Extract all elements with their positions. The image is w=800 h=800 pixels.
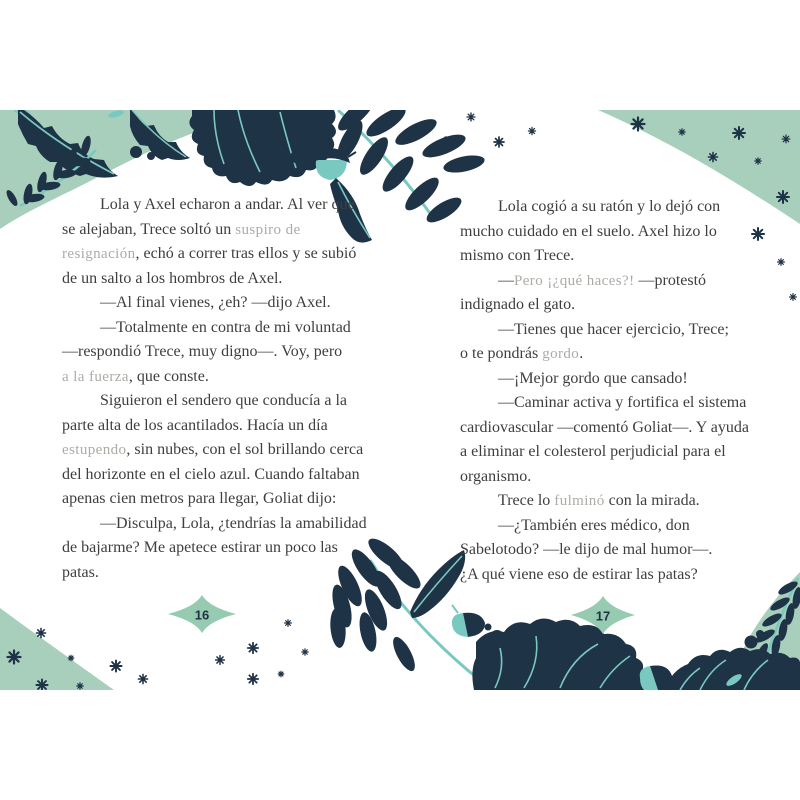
text-segment: —Disculpa, Lola, ¿tendrías la amabilidad <box>100 514 367 532</box>
page-text-left <box>62 193 407 585</box>
accent-word: suspiro de <box>235 221 301 238</box>
text-segment: del horizonte en el cielo azul. Cuando faltaban <box>62 465 360 483</box>
text-line <box>62 536 407 561</box>
star-icon <box>36 628 45 637</box>
text-segment: , sin nubes, con el sol brillando cerca <box>126 441 364 458</box>
text-segment: —Totalmente en contra de mi voluntad <box>100 318 351 336</box>
berry-icon <box>303 164 309 170</box>
text-segment: de bajarme? Me apetece estirar un poco las <box>62 539 338 556</box>
star-icon <box>528 127 535 134</box>
text-segment: de un salto a los hombros de Axel. <box>62 269 283 287</box>
oak-leaf-mass-icon <box>189 110 336 186</box>
text-line <box>62 512 407 537</box>
star-icon <box>216 656 225 665</box>
star-icon <box>248 643 258 653</box>
text-line <box>62 291 407 316</box>
star-icon <box>8 651 21 664</box>
text-line <box>62 365 407 390</box>
text-segment: —respondió Trece, muy digno—. Voy, pero <box>62 343 343 360</box>
star-icon <box>248 674 258 684</box>
text-line <box>62 487 407 512</box>
text-line <box>62 561 407 586</box>
star-icon <box>68 655 74 661</box>
text-line <box>460 244 710 269</box>
text-line <box>62 218 407 243</box>
text-line <box>460 318 729 343</box>
page-number-right: 17 <box>595 608 611 624</box>
text-line <box>62 242 407 267</box>
berry-icon <box>130 146 142 158</box>
berry-icon <box>485 624 492 631</box>
text-line <box>460 342 710 367</box>
text-line <box>460 416 749 441</box>
text-line <box>62 463 407 488</box>
text-segment: apenas cien metros para llegar, Goliat dijo: <box>62 490 337 507</box>
text-line <box>460 489 710 514</box>
text-line <box>62 438 407 463</box>
page-number-left: 16 <box>194 607 210 623</box>
star-icon <box>77 683 83 689</box>
accent-word: fulminó <box>554 493 605 509</box>
page-text-right <box>460 195 749 587</box>
berry-icon <box>147 152 155 160</box>
text-segment: . <box>579 345 584 362</box>
green-corner-bottom-left <box>0 608 114 690</box>
star-icon <box>782 135 790 143</box>
text-segment: , que conste. <box>128 367 209 385</box>
text-line <box>460 391 747 416</box>
star-icon <box>444 137 449 142</box>
accent-word: estupendo <box>62 442 127 458</box>
text-line <box>460 269 710 294</box>
star-icon <box>778 259 785 266</box>
text-segment: —protestó <box>634 271 707 289</box>
text-segment: se alejaban, Trece soltó un <box>62 220 236 238</box>
text-line <box>62 389 407 414</box>
text-segment: Sabelotodo? —le dijo de mal humor—. <box>460 541 713 558</box>
text-segment: —¡Mejor gordo que cansado! <box>498 369 688 387</box>
text-segment: parte alta de los acantilados. Hacía un día <box>62 416 328 434</box>
star-icon <box>755 158 761 164</box>
text-segment: mismo con Trece. <box>460 247 575 264</box>
star-icon <box>632 118 645 131</box>
book-spread <box>0 110 800 690</box>
star-icon <box>777 191 789 203</box>
text-line <box>460 538 713 563</box>
berry-icon <box>290 151 302 163</box>
text-segment: cardiovascular —comentó Goliat—. Y ayuda <box>460 418 749 436</box>
text-segment: mucho cuidado en el suelo. Axel hizo lo <box>460 222 717 240</box>
star-icon <box>790 294 797 301</box>
text-segment: indignado el gato. <box>460 296 576 313</box>
text-line <box>62 414 407 439</box>
accent-word: a la fuerza <box>62 368 129 385</box>
text-segment: a eliminar el colesterol perjudicial para el <box>460 443 726 460</box>
text-line <box>62 340 407 365</box>
text-line <box>460 514 710 539</box>
text-line <box>460 220 717 245</box>
star-icon <box>36 679 47 690</box>
star-icon <box>138 674 147 683</box>
text-segment: —¿También eres médico, don <box>498 516 690 534</box>
text-segment: — <box>498 271 514 289</box>
text-segment: o te pondrás <box>460 345 543 362</box>
accent-word: gordo <box>542 346 580 362</box>
accent-word: resignación <box>62 246 136 262</box>
text-segment: —Tienes que hacer ejercicio, Trece; <box>498 320 729 338</box>
star-icon <box>302 649 308 655</box>
star-icon <box>278 671 284 677</box>
text-segment: ¿A qué viene eso de estirar las patas? <box>460 565 698 583</box>
text-line <box>460 293 710 318</box>
text-segment: —Caminar activa y fortifica el sistema <box>498 394 747 411</box>
text-segment: con la mirada. <box>604 492 700 509</box>
text-segment: —Al final vienes, ¿eh? —dijo Axel. <box>100 294 331 311</box>
text-segment: Siguieron el sendero que conducía a la <box>100 392 348 409</box>
text-segment: , echó a correr tras ellos y se subió <box>135 245 357 262</box>
text-line <box>460 563 710 588</box>
text-segment: organismo. <box>460 467 532 485</box>
text-line <box>460 465 710 490</box>
text-segment: Lola cogió a su ratón y lo dejó con <box>498 198 721 215</box>
text-segment: patas. <box>62 563 99 581</box>
accent-word: Pero ¡¿qué haces?! <box>514 272 635 289</box>
star-icon <box>752 228 764 240</box>
berry-icon <box>756 630 764 638</box>
star-icon <box>494 137 504 147</box>
star-icon <box>679 129 685 135</box>
star-icon <box>733 127 745 139</box>
text-line <box>62 267 407 292</box>
text-segment: Lola y Axel echaron a andar. Al ver que <box>100 196 355 213</box>
star-icon <box>110 660 121 671</box>
text-line <box>460 195 721 220</box>
text-line <box>62 316 407 341</box>
text-line <box>62 193 407 218</box>
text-line <box>460 367 710 392</box>
berry-icon <box>745 636 758 649</box>
text-segment: Trece lo <box>498 492 555 509</box>
star-icon <box>708 152 717 161</box>
acorn-icon <box>452 605 485 637</box>
star-icon <box>467 113 475 121</box>
text-line <box>460 440 726 465</box>
star-icon <box>285 620 292 627</box>
